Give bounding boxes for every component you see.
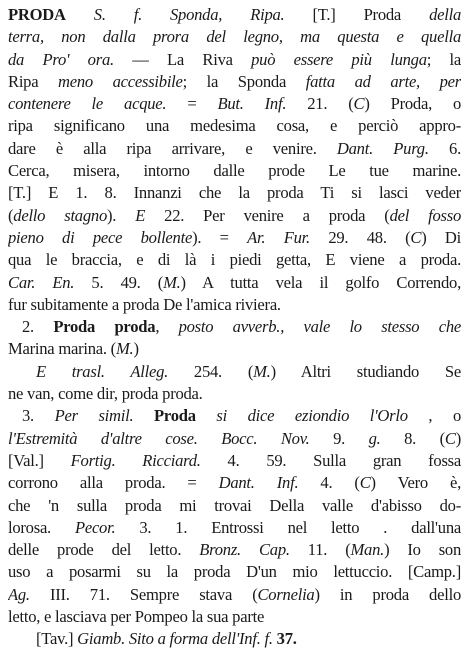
text-line bbox=[8, 472, 461, 494]
text-run bbox=[66, 5, 94, 24]
text-run: 11. ( bbox=[289, 540, 351, 560]
entry-proda bbox=[8, 4, 461, 651]
text-run: ; la Sponda bbox=[182, 71, 306, 91]
text-run: 6. bbox=[428, 138, 461, 158]
text-run: Proda proda bbox=[53, 317, 156, 337]
text-run: del fosso bbox=[389, 205, 461, 225]
text-run: qua le braccia, e di là i piedi getta, E viene a proda. bbox=[8, 250, 461, 270]
text-run: ) bbox=[133, 339, 139, 359]
text-run: dello stagno bbox=[13, 205, 107, 225]
text-run: E bbox=[135, 205, 146, 225]
text-run: 4. 59. Sulla gran fossa bbox=[200, 450, 461, 470]
text-line bbox=[8, 71, 461, 93]
text-run: C bbox=[410, 227, 422, 247]
text-run: Pecor. bbox=[74, 517, 116, 537]
text-run: ) bbox=[455, 428, 461, 448]
text-run: corrono alla proda. = bbox=[8, 473, 219, 493]
text-line bbox=[8, 561, 461, 583]
text-run bbox=[196, 406, 217, 425]
text-line bbox=[8, 26, 461, 48]
text-line bbox=[8, 405, 461, 427]
text-run: = bbox=[166, 94, 218, 114]
text-run: 21. ( bbox=[286, 94, 354, 114]
text-run: delle prode del letto. bbox=[8, 540, 200, 560]
text-line bbox=[8, 361, 461, 383]
text-line bbox=[8, 338, 461, 360]
text-line bbox=[8, 294, 461, 316]
text-line bbox=[8, 160, 461, 182]
text-run: letto, e lasciava per Pompeo la sua parte bbox=[8, 607, 265, 627]
text-run: meno accessibile bbox=[58, 71, 183, 91]
text-line bbox=[8, 606, 461, 628]
text-run: [Tav.] bbox=[36, 629, 78, 649]
text-run: ). = bbox=[192, 227, 248, 247]
text-run: Man. bbox=[350, 540, 385, 560]
text-run: PRODA bbox=[8, 5, 66, 24]
text-run: 29. 48. ( bbox=[309, 227, 411, 247]
text-run: ( bbox=[8, 205, 14, 225]
text-run: [T.] Proda bbox=[284, 5, 430, 24]
text-run: 254. ( bbox=[168, 361, 254, 381]
text-run: [T.] E 1. 8. Innanzi che la proda Ti si lasci veder bbox=[8, 183, 461, 203]
text-line bbox=[8, 49, 461, 71]
text-run: l'Estremità d'altre cose. Bocc. Nov. bbox=[8, 428, 310, 448]
text-line bbox=[8, 93, 461, 115]
text-run: può essere più lunga bbox=[251, 49, 427, 69]
text-run: terra, non dalla prora del legno, ma questa e quella bbox=[8, 27, 461, 47]
text-run: si dice eziondio l'Orlo bbox=[216, 406, 408, 426]
text-line bbox=[8, 249, 461, 271]
text-run: Car. En. bbox=[8, 272, 75, 292]
text-line bbox=[8, 316, 461, 338]
text-run: contenere le acque. bbox=[8, 94, 167, 114]
text-run: , bbox=[155, 317, 179, 337]
text-run: lorosa. bbox=[8, 517, 75, 537]
text-run: 37. bbox=[276, 629, 297, 649]
text-run: C bbox=[359, 473, 371, 493]
text-run: ) Di bbox=[421, 227, 461, 247]
text-run: 5. 49. ( bbox=[74, 272, 164, 292]
text-line bbox=[8, 450, 461, 472]
text-line bbox=[8, 4, 461, 26]
text-run: [Val.] bbox=[8, 450, 71, 470]
text-run: ) in proda dello bbox=[314, 584, 461, 604]
text-run: ne van, come dir, proda proda. bbox=[8, 384, 203, 404]
text-run: ) Vero è, bbox=[370, 473, 461, 493]
text-line bbox=[8, 517, 461, 539]
text-run: 8. ( bbox=[380, 428, 445, 448]
text-run: ) Proda, o bbox=[364, 94, 461, 114]
text-run: 9. bbox=[309, 428, 369, 448]
text-line bbox=[8, 539, 461, 561]
text-run: ; la bbox=[426, 49, 461, 69]
text-run: fur subitamente a proda De l'amica riviera. bbox=[8, 294, 281, 314]
text-line bbox=[8, 495, 461, 517]
text-run: uso a posarmi su la proda D'un mio lettuccio. [Camp.] bbox=[8, 562, 461, 582]
text-run: della bbox=[429, 5, 461, 24]
text-run: , o bbox=[407, 406, 461, 426]
text-run: Bronz. Cap. bbox=[199, 540, 290, 560]
text-run: M. bbox=[253, 361, 271, 381]
text-line bbox=[8, 272, 461, 294]
text-run: ). bbox=[107, 205, 136, 225]
text-run: dare è alla ripa arrivare, e venire. bbox=[8, 138, 337, 158]
text-run: g. bbox=[368, 428, 381, 448]
text-run bbox=[133, 406, 154, 425]
text-line bbox=[8, 383, 461, 405]
text-run: 4. ( bbox=[298, 473, 360, 493]
text-run: But. Inf. bbox=[217, 94, 287, 114]
text-run: Cornelia bbox=[257, 584, 315, 604]
text-line bbox=[8, 182, 461, 204]
text-run: 2. bbox=[22, 317, 54, 337]
text-line bbox=[8, 115, 461, 137]
text-line bbox=[8, 584, 461, 606]
text-run: Dant. Inf. bbox=[218, 473, 299, 493]
text-run: M. bbox=[163, 272, 181, 292]
text-run: C bbox=[353, 94, 365, 114]
text-run: Ripa bbox=[8, 71, 58, 91]
text-run: — La Riva bbox=[113, 49, 252, 69]
text-run: C bbox=[444, 428, 456, 448]
text-run: ripa significano una medesima cosa, e perciò appro- bbox=[8, 116, 461, 136]
text-run: M. bbox=[115, 339, 134, 359]
text-run: Dant. Purg. bbox=[336, 138, 429, 158]
text-run: Fortig. Ricciard. bbox=[70, 450, 201, 470]
text-run: 3. bbox=[22, 406, 55, 426]
text-run: Giamb. Sito a forma dell'Inf. f. bbox=[77, 629, 273, 649]
text-run: Cerca, misera, intorno dalle prode Le tue marine. bbox=[8, 161, 461, 181]
text-line bbox=[8, 628, 461, 650]
text-run: ) A tutta vela il golfo Correndo, bbox=[180, 272, 461, 292]
text-run: Proda bbox=[154, 406, 196, 426]
text-line bbox=[8, 227, 461, 249]
text-run: III. 71. Sempre stava ( bbox=[29, 584, 258, 604]
text-run: che 'n sulla proda mi trovai Della valle d'abisso do- bbox=[8, 495, 461, 515]
text-run: Per simil. bbox=[54, 406, 134, 426]
text-run: 22. Per venire a proda ( bbox=[145, 205, 390, 225]
text-run: pieno di pece bollente bbox=[8, 227, 193, 247]
text-run: E trasl. Alleg. bbox=[36, 361, 169, 381]
text-run: da Pro' ora. bbox=[8, 49, 114, 69]
text-run: posto avverb., vale lo stesso che bbox=[178, 317, 461, 337]
text-line bbox=[8, 138, 461, 160]
text-run: fatta ad arte, per bbox=[305, 71, 461, 91]
text-run: 3. 1. Entrossi nel letto . dall'una bbox=[115, 517, 461, 537]
text-line bbox=[8, 428, 461, 450]
text-run: Marina marina. ( bbox=[8, 339, 116, 359]
text-line bbox=[8, 205, 461, 227]
text-run: S. f. Sponda, Ripa. bbox=[93, 5, 285, 24]
text-run: Ar. Fur. bbox=[247, 227, 310, 247]
text-run: ) Io son bbox=[384, 540, 461, 560]
text-run: Ag. bbox=[8, 584, 30, 604]
text-run: ) Altri studiando Se bbox=[270, 361, 461, 381]
